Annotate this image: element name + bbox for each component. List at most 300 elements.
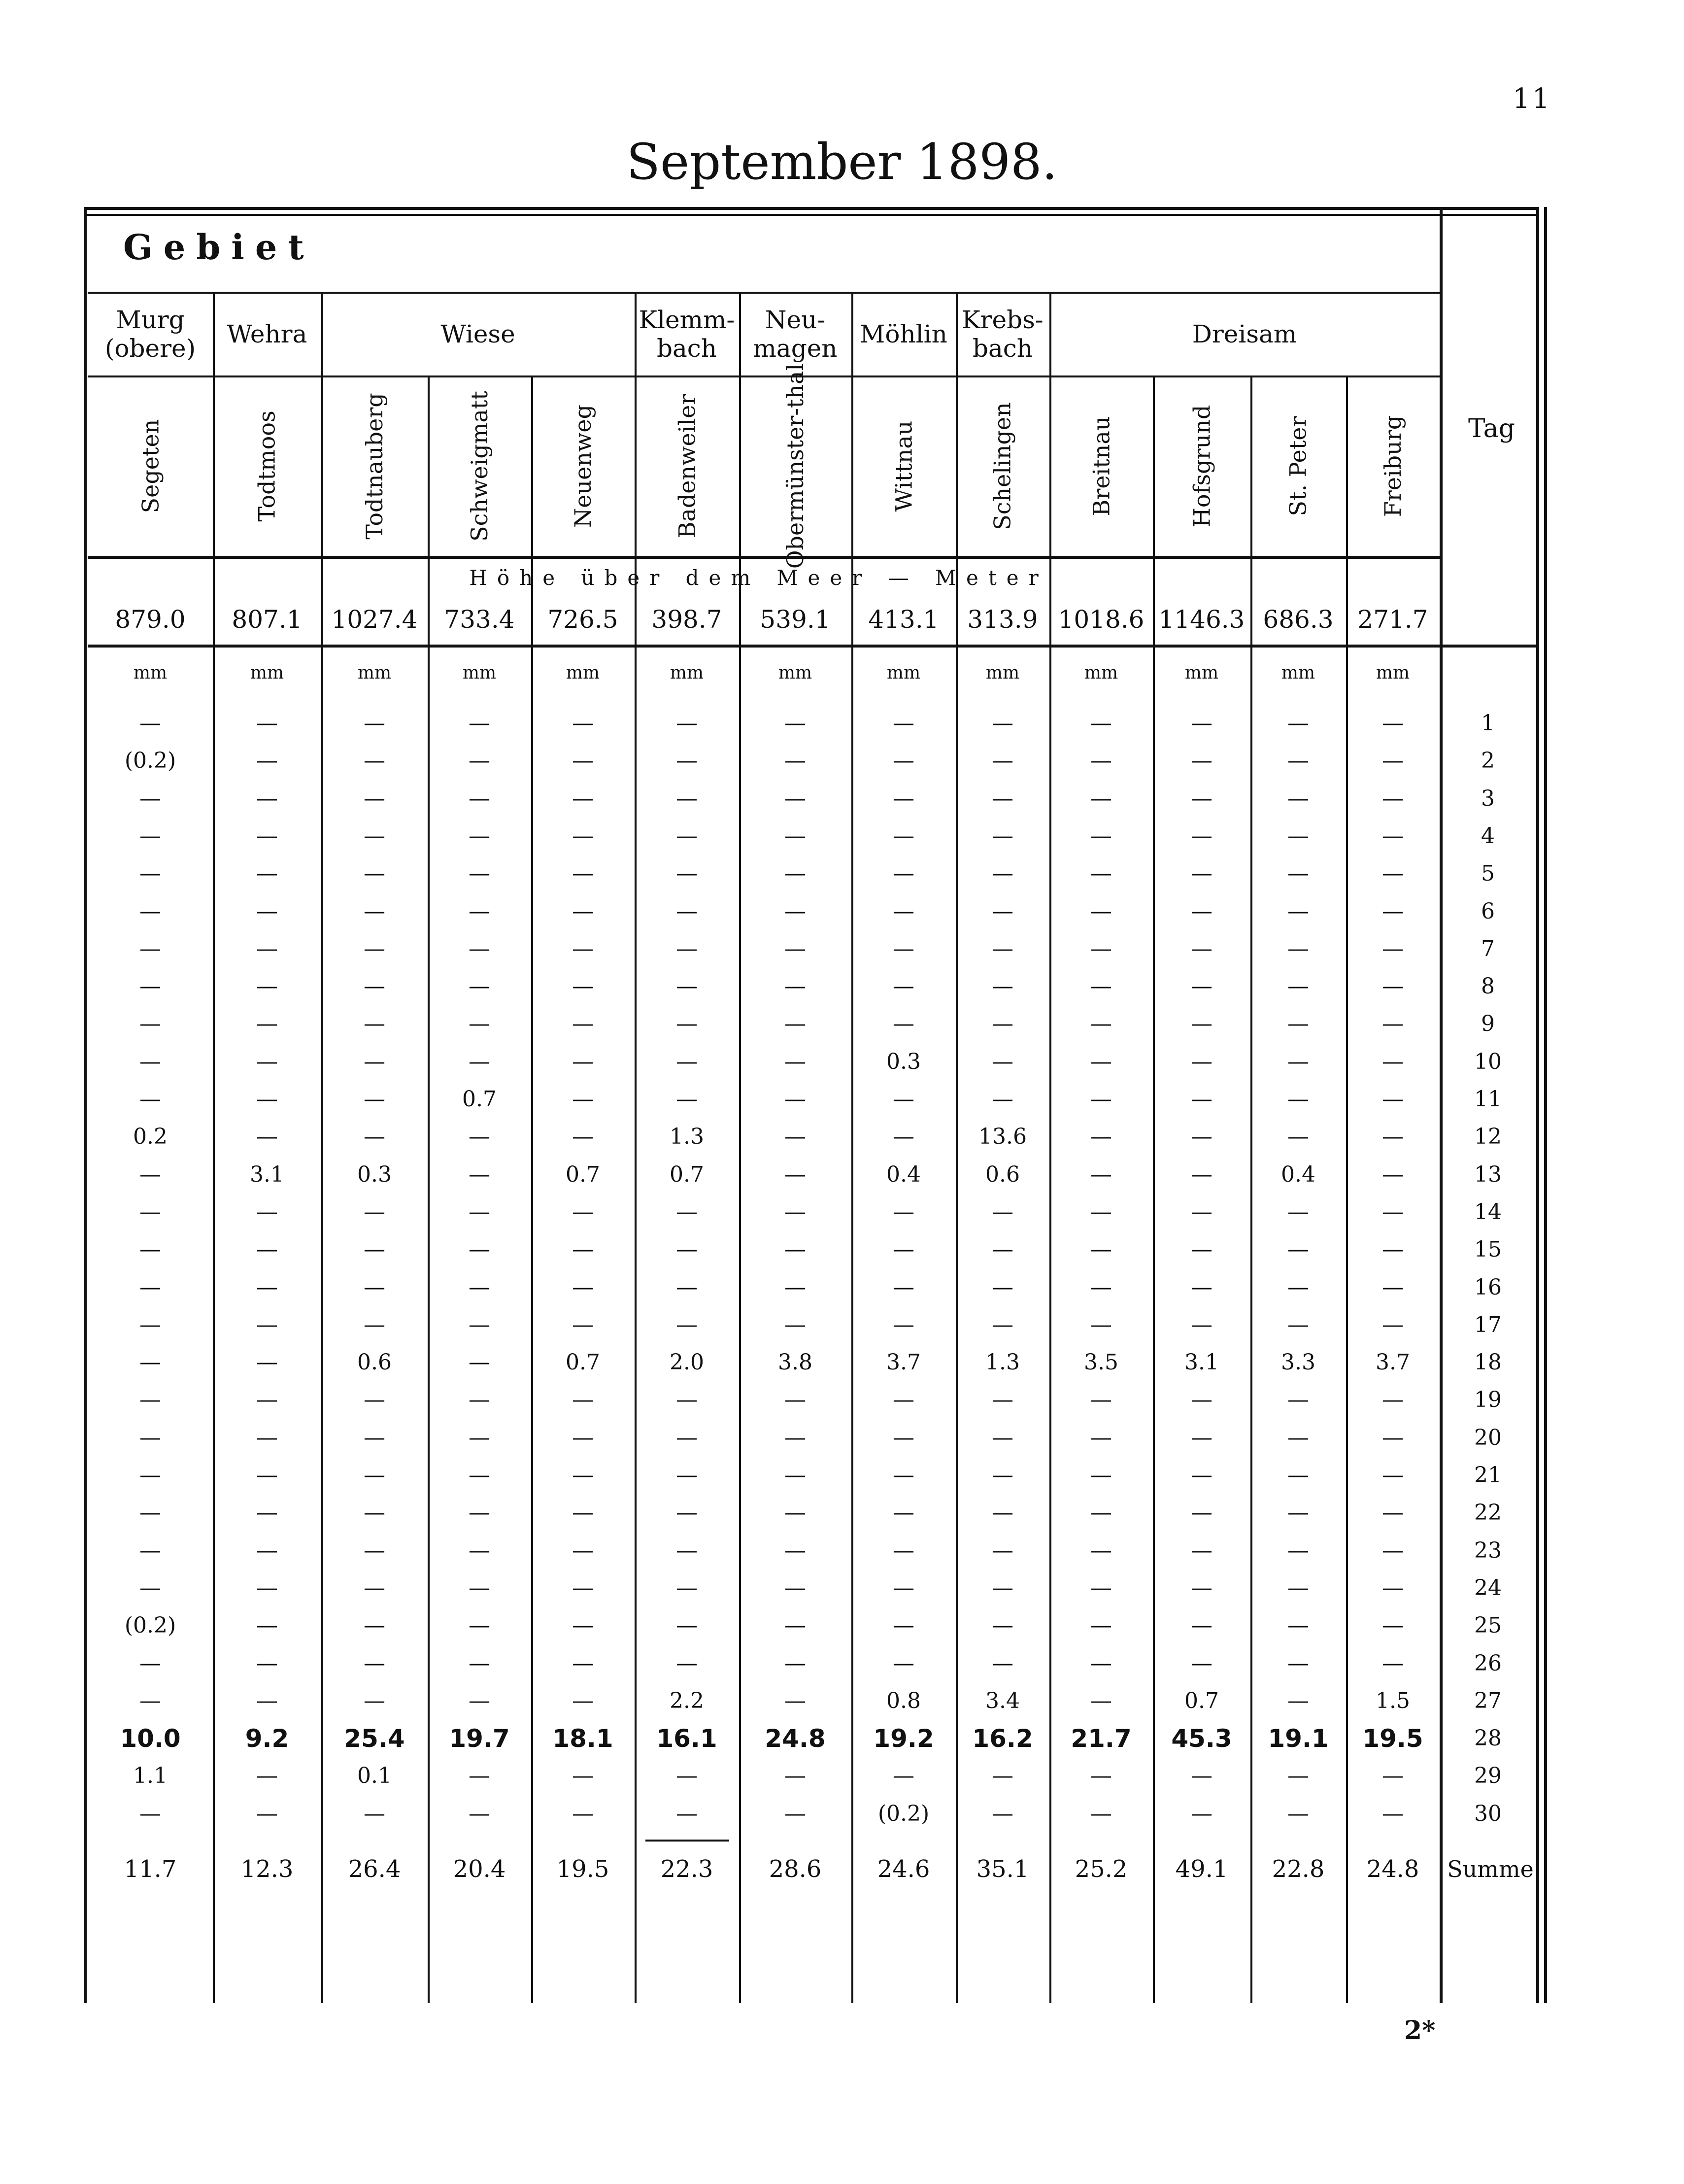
table-cell: — <box>784 974 806 999</box>
table-cell: (0.2) <box>124 748 176 774</box>
table-cell: — <box>992 1463 1013 1488</box>
table-cell: 25.4 <box>344 1724 405 1753</box>
table-cell: — <box>784 1537 806 1563</box>
table-cell: 2.0 <box>670 1350 704 1375</box>
station-elevation: 398.7 <box>651 605 722 634</box>
basin-header: Neu-magen <box>753 306 838 363</box>
unit-label: mm <box>1376 663 1410 683</box>
table-cell: — <box>893 1463 914 1488</box>
table-cell: — <box>1090 1500 1112 1526</box>
table-cell: — <box>893 1011 914 1037</box>
table-cell: — <box>676 1613 698 1638</box>
station-label: Hofsgrund <box>1188 405 1215 528</box>
table-cell: — <box>784 1274 806 1300</box>
table-cell: — <box>893 898 914 924</box>
table-cell: — <box>1287 1011 1309 1037</box>
day-number: 25 <box>1474 1613 1502 1638</box>
table-cell: — <box>139 1087 161 1112</box>
table-cell: — <box>992 823 1013 849</box>
table-cell: — <box>364 1087 385 1112</box>
table-cell: — <box>992 1011 1013 1037</box>
station-elevation: 807.1 <box>232 605 303 634</box>
basin-header: Klemm-bach <box>639 306 735 363</box>
table-cell: — <box>784 1463 806 1488</box>
table-cell: — <box>784 823 806 849</box>
table-cell: — <box>1191 785 1212 811</box>
day-number: 23 <box>1474 1537 1502 1563</box>
station-elevation: 733.4 <box>444 605 515 634</box>
table-cell: — <box>676 1387 698 1413</box>
table-cell: — <box>1191 1199 1212 1225</box>
table-cell: — <box>893 1274 914 1300</box>
table-cell: 10.0 <box>120 1724 181 1753</box>
table-cell: 0.3 <box>886 1049 921 1074</box>
table-cell: — <box>1382 1500 1404 1526</box>
table-cell: — <box>256 1575 278 1601</box>
table-cell: — <box>992 1425 1013 1450</box>
table-cell: — <box>893 1387 914 1413</box>
table-cell: — <box>676 1650 698 1676</box>
table-cell: 45.3 <box>1171 1724 1232 1753</box>
table-cell: — <box>469 1650 490 1676</box>
unit-label: mm <box>778 663 812 683</box>
table-cell: — <box>676 1274 698 1300</box>
table-cell: — <box>256 1274 278 1300</box>
table-cell: — <box>992 1801 1013 1826</box>
table-cell: — <box>1287 1537 1309 1563</box>
table-cell: — <box>469 1763 490 1789</box>
table-cell: — <box>784 1650 806 1676</box>
table-cell: 3.7 <box>1376 1350 1410 1375</box>
table-cell: — <box>1382 785 1404 811</box>
table-cell: — <box>992 1199 1013 1225</box>
table-cell: — <box>139 785 161 811</box>
table-cell: — <box>1090 785 1112 811</box>
table-rule <box>88 375 1440 377</box>
table-cell: — <box>1382 1199 1404 1225</box>
table-cell: — <box>1191 1274 1212 1300</box>
table-cell: 1.5 <box>1376 1688 1410 1713</box>
table-cell: — <box>676 785 698 811</box>
table-cell: — <box>139 1425 161 1450</box>
table-cell: — <box>364 1575 385 1601</box>
table-cell: — <box>676 1011 698 1037</box>
sum-cell: 49.1 <box>1175 1855 1228 1883</box>
table-cell: — <box>256 785 278 811</box>
table-cell: — <box>1287 1049 1309 1074</box>
table-cell: — <box>469 1199 490 1225</box>
table-cell: — <box>572 1801 594 1826</box>
table-cell: — <box>1382 1575 1404 1601</box>
table-cell: 16.2 <box>972 1724 1033 1753</box>
sum-cell: 35.1 <box>976 1855 1029 1883</box>
table-cell: — <box>1287 1613 1309 1638</box>
table-cell: — <box>1191 748 1212 774</box>
table-cell: — <box>1287 1801 1309 1826</box>
basin-header: Möhlin <box>860 320 947 348</box>
table-cell: — <box>893 1650 914 1676</box>
table-cell: — <box>1191 1124 1212 1150</box>
table-cell: — <box>1191 711 1212 736</box>
table-cell: — <box>1287 1763 1309 1789</box>
table-cell: — <box>469 785 490 811</box>
station-name <box>213 378 321 554</box>
table-cell: — <box>1287 861 1309 887</box>
table-cell: — <box>139 1199 161 1225</box>
table-cell: — <box>469 1387 490 1413</box>
station-elevation: 879.0 <box>115 605 186 634</box>
table-cell: — <box>572 1387 594 1413</box>
table-cell: — <box>1287 1463 1309 1488</box>
table-cell: — <box>1090 1161 1112 1187</box>
station-name <box>88 378 213 554</box>
table-cell: — <box>256 1613 278 1638</box>
table-cell: — <box>893 1537 914 1563</box>
table-cell: — <box>364 1011 385 1037</box>
table-cell: 1.3 <box>670 1124 704 1150</box>
table-cell: — <box>1382 1049 1404 1074</box>
table-cell: — <box>1090 1087 1112 1112</box>
table-cell: — <box>572 1274 594 1300</box>
station-label: Todtnauberg <box>361 393 388 540</box>
day-number: 12 <box>1474 1124 1502 1150</box>
table-cell: — <box>676 974 698 999</box>
table-cell: 0.4 <box>1281 1161 1315 1187</box>
table-cell: — <box>364 748 385 774</box>
table-cell: — <box>1090 1801 1112 1826</box>
day-number: 26 <box>1474 1650 1502 1676</box>
table-cell: — <box>1287 1387 1309 1413</box>
table-cell: — <box>256 1199 278 1225</box>
table-cell: — <box>364 861 385 887</box>
table-cell: — <box>1382 1011 1404 1037</box>
table-cell: — <box>1191 1011 1212 1037</box>
table-cell: — <box>139 1011 161 1037</box>
table-cell: — <box>469 1500 490 1526</box>
station-elevation: 1027.4 <box>331 605 418 634</box>
table-cell: — <box>676 936 698 961</box>
table-cell: — <box>139 1688 161 1713</box>
station-label: Schweigmatt <box>466 391 493 542</box>
table-cell: 0.3 <box>357 1161 392 1187</box>
table-cell: — <box>469 1312 490 1337</box>
day-number: 9 <box>1481 1011 1495 1037</box>
table-cell: — <box>1382 936 1404 961</box>
table-cell: — <box>1090 1312 1112 1337</box>
basin-header: Wiese <box>440 320 515 348</box>
table-cell: — <box>256 1087 278 1112</box>
sum-cell: 24.6 <box>877 1855 930 1883</box>
day-number: 19 <box>1474 1387 1502 1413</box>
table-cell: — <box>364 785 385 811</box>
table-cell: — <box>676 748 698 774</box>
table-cell: — <box>1090 861 1112 887</box>
table-cell: — <box>1287 1087 1309 1112</box>
table-cell: — <box>139 1463 161 1488</box>
table-cell: — <box>469 1801 490 1826</box>
table-cell: — <box>1287 711 1309 736</box>
table-cell: — <box>784 1688 806 1713</box>
table-cell: — <box>1382 1801 1404 1826</box>
table-cell: — <box>1090 1237 1112 1263</box>
table-cell: — <box>572 1011 594 1037</box>
table-cell: — <box>256 748 278 774</box>
station-name <box>531 378 635 554</box>
table-cell: — <box>572 711 594 736</box>
table-cell: — <box>1191 1049 1212 1074</box>
table-cell: — <box>256 823 278 849</box>
sum-cell: 28.6 <box>769 1855 822 1883</box>
table-cell: — <box>1090 1537 1112 1563</box>
table-cell: — <box>469 711 490 736</box>
table-rule <box>84 214 1537 216</box>
table-cell: — <box>992 1274 1013 1300</box>
table-rule <box>84 207 1537 210</box>
table-rule <box>88 645 1538 648</box>
table-cell: — <box>256 936 278 961</box>
table-cell: — <box>676 1312 698 1337</box>
table-cell: — <box>992 1650 1013 1676</box>
table-cell: — <box>572 1199 594 1225</box>
table-cell: — <box>1191 1650 1212 1676</box>
day-number: 11 <box>1474 1087 1502 1112</box>
table-cell: — <box>784 1801 806 1826</box>
table-cell: — <box>784 1124 806 1150</box>
sum-cell: 24.8 <box>1366 1855 1419 1883</box>
table-cell: — <box>1191 1763 1212 1789</box>
table-cell: 0.7 <box>462 1087 497 1112</box>
table-cell: — <box>1382 1124 1404 1150</box>
table-cell: — <box>992 748 1013 774</box>
table-cell: — <box>784 1011 806 1037</box>
table-cell: — <box>469 1613 490 1638</box>
table-cell: — <box>1090 1763 1112 1789</box>
unit-label: mm <box>566 663 600 683</box>
table-cell: 2.2 <box>670 1688 704 1713</box>
table-cell: 0.6 <box>985 1161 1020 1187</box>
table-cell: — <box>572 1500 594 1526</box>
station-name <box>428 378 531 554</box>
table-cell: — <box>256 1049 278 1074</box>
table-cell: — <box>1191 1500 1212 1526</box>
station-label: Todtmoos <box>254 410 281 522</box>
table-cell: — <box>784 1199 806 1225</box>
basin-header: Krebs-bach <box>962 306 1044 363</box>
table-cell: — <box>1090 1049 1112 1074</box>
table-cell: — <box>469 1049 490 1074</box>
day-number: 6 <box>1481 898 1495 924</box>
table-cell: — <box>992 936 1013 961</box>
station-label: St. Peter <box>1285 416 1312 516</box>
table-cell: 19.1 <box>1268 1724 1329 1753</box>
table-cell: — <box>139 711 161 736</box>
table-cell: — <box>893 785 914 811</box>
table-cell: — <box>784 748 806 774</box>
table-cell: — <box>676 1463 698 1488</box>
station-name <box>956 378 1049 554</box>
table-cell: — <box>256 1537 278 1563</box>
table-cell: — <box>992 898 1013 924</box>
table-cell: — <box>364 711 385 736</box>
table-cell: — <box>572 898 594 924</box>
table-cell: — <box>1382 898 1404 924</box>
table-cell: — <box>893 1312 914 1337</box>
table-cell: — <box>1287 785 1309 811</box>
table-cell: 3.1 <box>250 1161 284 1187</box>
table-cell: — <box>893 936 914 961</box>
table-cell: — <box>572 1650 594 1676</box>
station-name <box>1049 378 1153 554</box>
table-cell: — <box>572 1124 594 1150</box>
elevation-label: Höhe über dem Meer — Meter <box>469 566 1048 590</box>
table-cell: — <box>992 1312 1013 1337</box>
station-elevation: 1146.3 <box>1158 605 1245 634</box>
table-cell: — <box>364 1613 385 1638</box>
table-cell: — <box>572 974 594 999</box>
station-name <box>739 363 851 569</box>
table-cell: — <box>784 1575 806 1601</box>
table-cell: — <box>572 1763 594 1789</box>
table-cell: — <box>1090 1387 1112 1413</box>
day-number: 14 <box>1474 1199 1502 1225</box>
day-number: 20 <box>1474 1425 1502 1450</box>
table-cell: — <box>572 1613 594 1638</box>
region-label: Gebiet <box>123 227 315 268</box>
table-cell: — <box>893 1500 914 1526</box>
table-cell: — <box>572 1237 594 1263</box>
table-cell: — <box>893 1763 914 1789</box>
table-cell: — <box>256 1688 278 1713</box>
table-cell: — <box>256 1350 278 1375</box>
table-cell: — <box>1090 1011 1112 1037</box>
table-cell: 9.2 <box>245 1724 289 1753</box>
table-cell: — <box>364 1650 385 1676</box>
table-cell: — <box>1090 1274 1112 1300</box>
table-cell: — <box>784 1312 806 1337</box>
table-cell: — <box>893 1575 914 1601</box>
table-cell: — <box>992 974 1013 999</box>
table-cell: 19.5 <box>1362 1724 1423 1753</box>
table-cell: — <box>784 1087 806 1112</box>
station-label: Obermünster-thal <box>782 363 808 569</box>
table-cell: — <box>469 1124 490 1150</box>
table-cell: — <box>893 748 914 774</box>
table-cell: — <box>139 1350 161 1375</box>
day-number: 30 <box>1474 1801 1502 1826</box>
table-cell: — <box>469 898 490 924</box>
table-cell: — <box>1382 1463 1404 1488</box>
table-cell: — <box>992 1763 1013 1789</box>
table-cell: — <box>676 1425 698 1450</box>
table-cell: — <box>139 936 161 961</box>
table-cell: — <box>676 898 698 924</box>
table-cell: — <box>676 823 698 849</box>
table-cell: — <box>1287 936 1309 961</box>
table-cell: 13.6 <box>978 1124 1027 1150</box>
table-cell: — <box>469 1237 490 1263</box>
unit-label: mm <box>985 663 1020 683</box>
table-cell: — <box>1191 1237 1212 1263</box>
table-cell: 0.8 <box>886 1688 921 1713</box>
table-cell: — <box>992 1575 1013 1601</box>
table-cell: 3.4 <box>985 1688 1020 1713</box>
table-cell: — <box>893 711 914 736</box>
station-label: Breitnau <box>1087 416 1114 516</box>
basin-header: Dreisam <box>1192 320 1297 348</box>
table-cell: — <box>1287 1312 1309 1337</box>
table-cell: — <box>469 1011 490 1037</box>
table-cell: — <box>676 1199 698 1225</box>
table-cell: — <box>469 1688 490 1713</box>
day-number: 1 <box>1481 711 1495 736</box>
table-cell: — <box>1191 1537 1212 1563</box>
table-cell: — <box>1287 823 1309 849</box>
day-number: 18 <box>1474 1350 1502 1375</box>
day-number: 3 <box>1481 785 1495 811</box>
table-cell: — <box>256 898 278 924</box>
page-title: September 1898. <box>626 133 1058 191</box>
table-cell: — <box>992 1049 1013 1074</box>
station-elevation: 726.5 <box>547 605 618 634</box>
page-number: 11 <box>1513 83 1552 115</box>
station-elevation: 413.1 <box>868 605 939 634</box>
table-cell: — <box>992 1237 1013 1263</box>
table-cell: — <box>784 1387 806 1413</box>
table-cell: — <box>784 1161 806 1187</box>
table-cell: — <box>784 1763 806 1789</box>
table-cell: — <box>469 1425 490 1450</box>
table-cell: — <box>1287 1199 1309 1225</box>
table-cell: — <box>676 1087 698 1112</box>
station-label: Neuenweg <box>570 405 596 528</box>
day-number: 17 <box>1474 1312 1502 1337</box>
table-cell: — <box>469 861 490 887</box>
table-cell: — <box>1191 1387 1212 1413</box>
table-cell: — <box>893 1124 914 1150</box>
table-cell: — <box>256 1650 278 1676</box>
table-cell: — <box>139 1312 161 1337</box>
table-cell: — <box>364 1312 385 1337</box>
table-cell: — <box>784 785 806 811</box>
table-cell: — <box>572 1049 594 1074</box>
table-cell: — <box>992 861 1013 887</box>
table-cell: — <box>1382 823 1404 849</box>
table-cell: — <box>139 898 161 924</box>
table-cell: — <box>1191 1463 1212 1488</box>
table-cell: — <box>139 823 161 849</box>
table-cell: — <box>676 711 698 736</box>
table-cell: — <box>1287 1425 1309 1450</box>
day-number: 4 <box>1481 823 1495 849</box>
unit-label: mm <box>250 663 284 683</box>
table-cell: — <box>469 1274 490 1300</box>
unit-label: mm <box>357 663 392 683</box>
station-name <box>321 378 428 554</box>
table-cell: — <box>256 1763 278 1789</box>
unit-label: mm <box>462 663 497 683</box>
table-cell: — <box>364 1124 385 1150</box>
table-cell: — <box>139 1274 161 1300</box>
table-cell: — <box>364 936 385 961</box>
table-cell: — <box>469 1161 490 1187</box>
station-name <box>851 378 956 554</box>
station-name <box>635 378 739 554</box>
table-cell: — <box>893 823 914 849</box>
station-elevation: 539.1 <box>760 605 831 634</box>
day-number: 15 <box>1474 1237 1502 1263</box>
table-cell: — <box>676 1500 698 1526</box>
table-cell: 0.7 <box>566 1161 600 1187</box>
